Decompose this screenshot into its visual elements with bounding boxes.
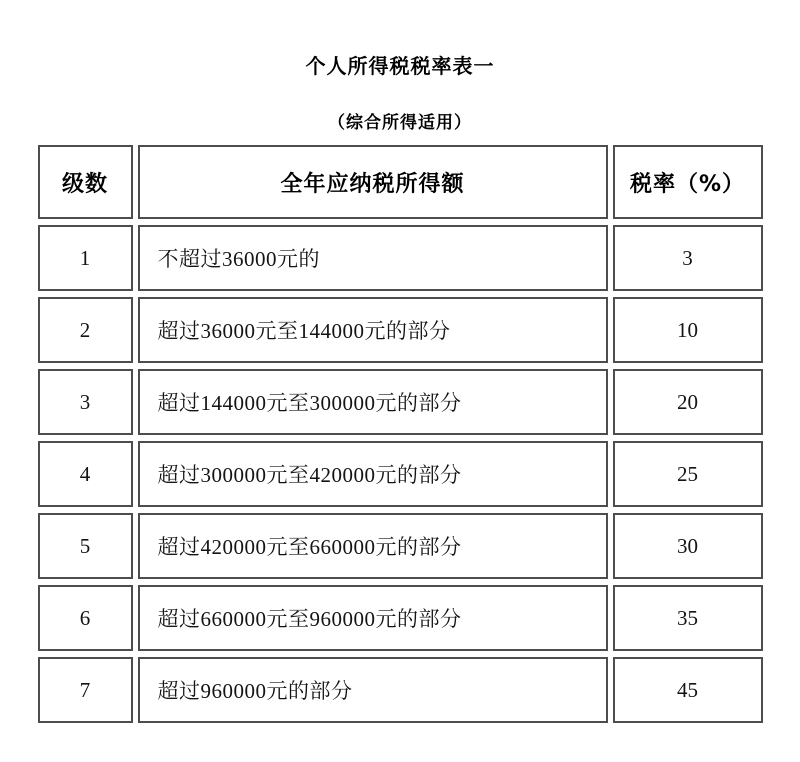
range-cell: 超过300000元至420000元的部分 [138, 441, 608, 507]
page-title: 个人所得税税率表一 [305, 54, 495, 78]
table-header-row [38, 145, 763, 219]
table-row [38, 441, 763, 507]
rate-cell: 30 [613, 513, 763, 579]
table-row [38, 297, 763, 363]
level-cell: 5 [38, 513, 133, 579]
table-row [38, 657, 763, 723]
page-subtitle: （综合所得适用） [328, 113, 472, 133]
range-cell: 超过960000元的部分 [138, 657, 608, 723]
level-cell: 1 [38, 225, 133, 291]
range-cell: 超过144000元至300000元的部分 [138, 369, 608, 435]
range-cell: 超过420000元至660000元的部分 [138, 513, 608, 579]
header-range: 全年应纳税所得额 [138, 145, 608, 219]
header-level: 级数 [38, 145, 133, 219]
table-row [38, 585, 763, 651]
rate-cell: 45 [613, 657, 763, 723]
header-rate: 税率（%） [613, 145, 763, 219]
rate-cell: 10 [613, 297, 763, 363]
rate-cell: 35 [613, 585, 763, 651]
table-row [38, 513, 763, 579]
range-cell: 不超过36000元的 [138, 225, 608, 291]
rate-cell: 20 [613, 369, 763, 435]
rate-cell: 3 [613, 225, 763, 291]
table-row [38, 369, 763, 435]
level-cell: 3 [38, 369, 133, 435]
tax-rate-table [33, 139, 768, 729]
level-cell: 6 [38, 585, 133, 651]
rate-cell: 25 [613, 441, 763, 507]
table-row [38, 225, 763, 291]
level-cell: 7 [38, 657, 133, 723]
range-cell: 超过36000元至144000元的部分 [138, 297, 608, 363]
level-cell: 4 [38, 441, 133, 507]
level-cell: 2 [38, 297, 133, 363]
range-cell: 超过660000元至960000元的部分 [138, 585, 608, 651]
